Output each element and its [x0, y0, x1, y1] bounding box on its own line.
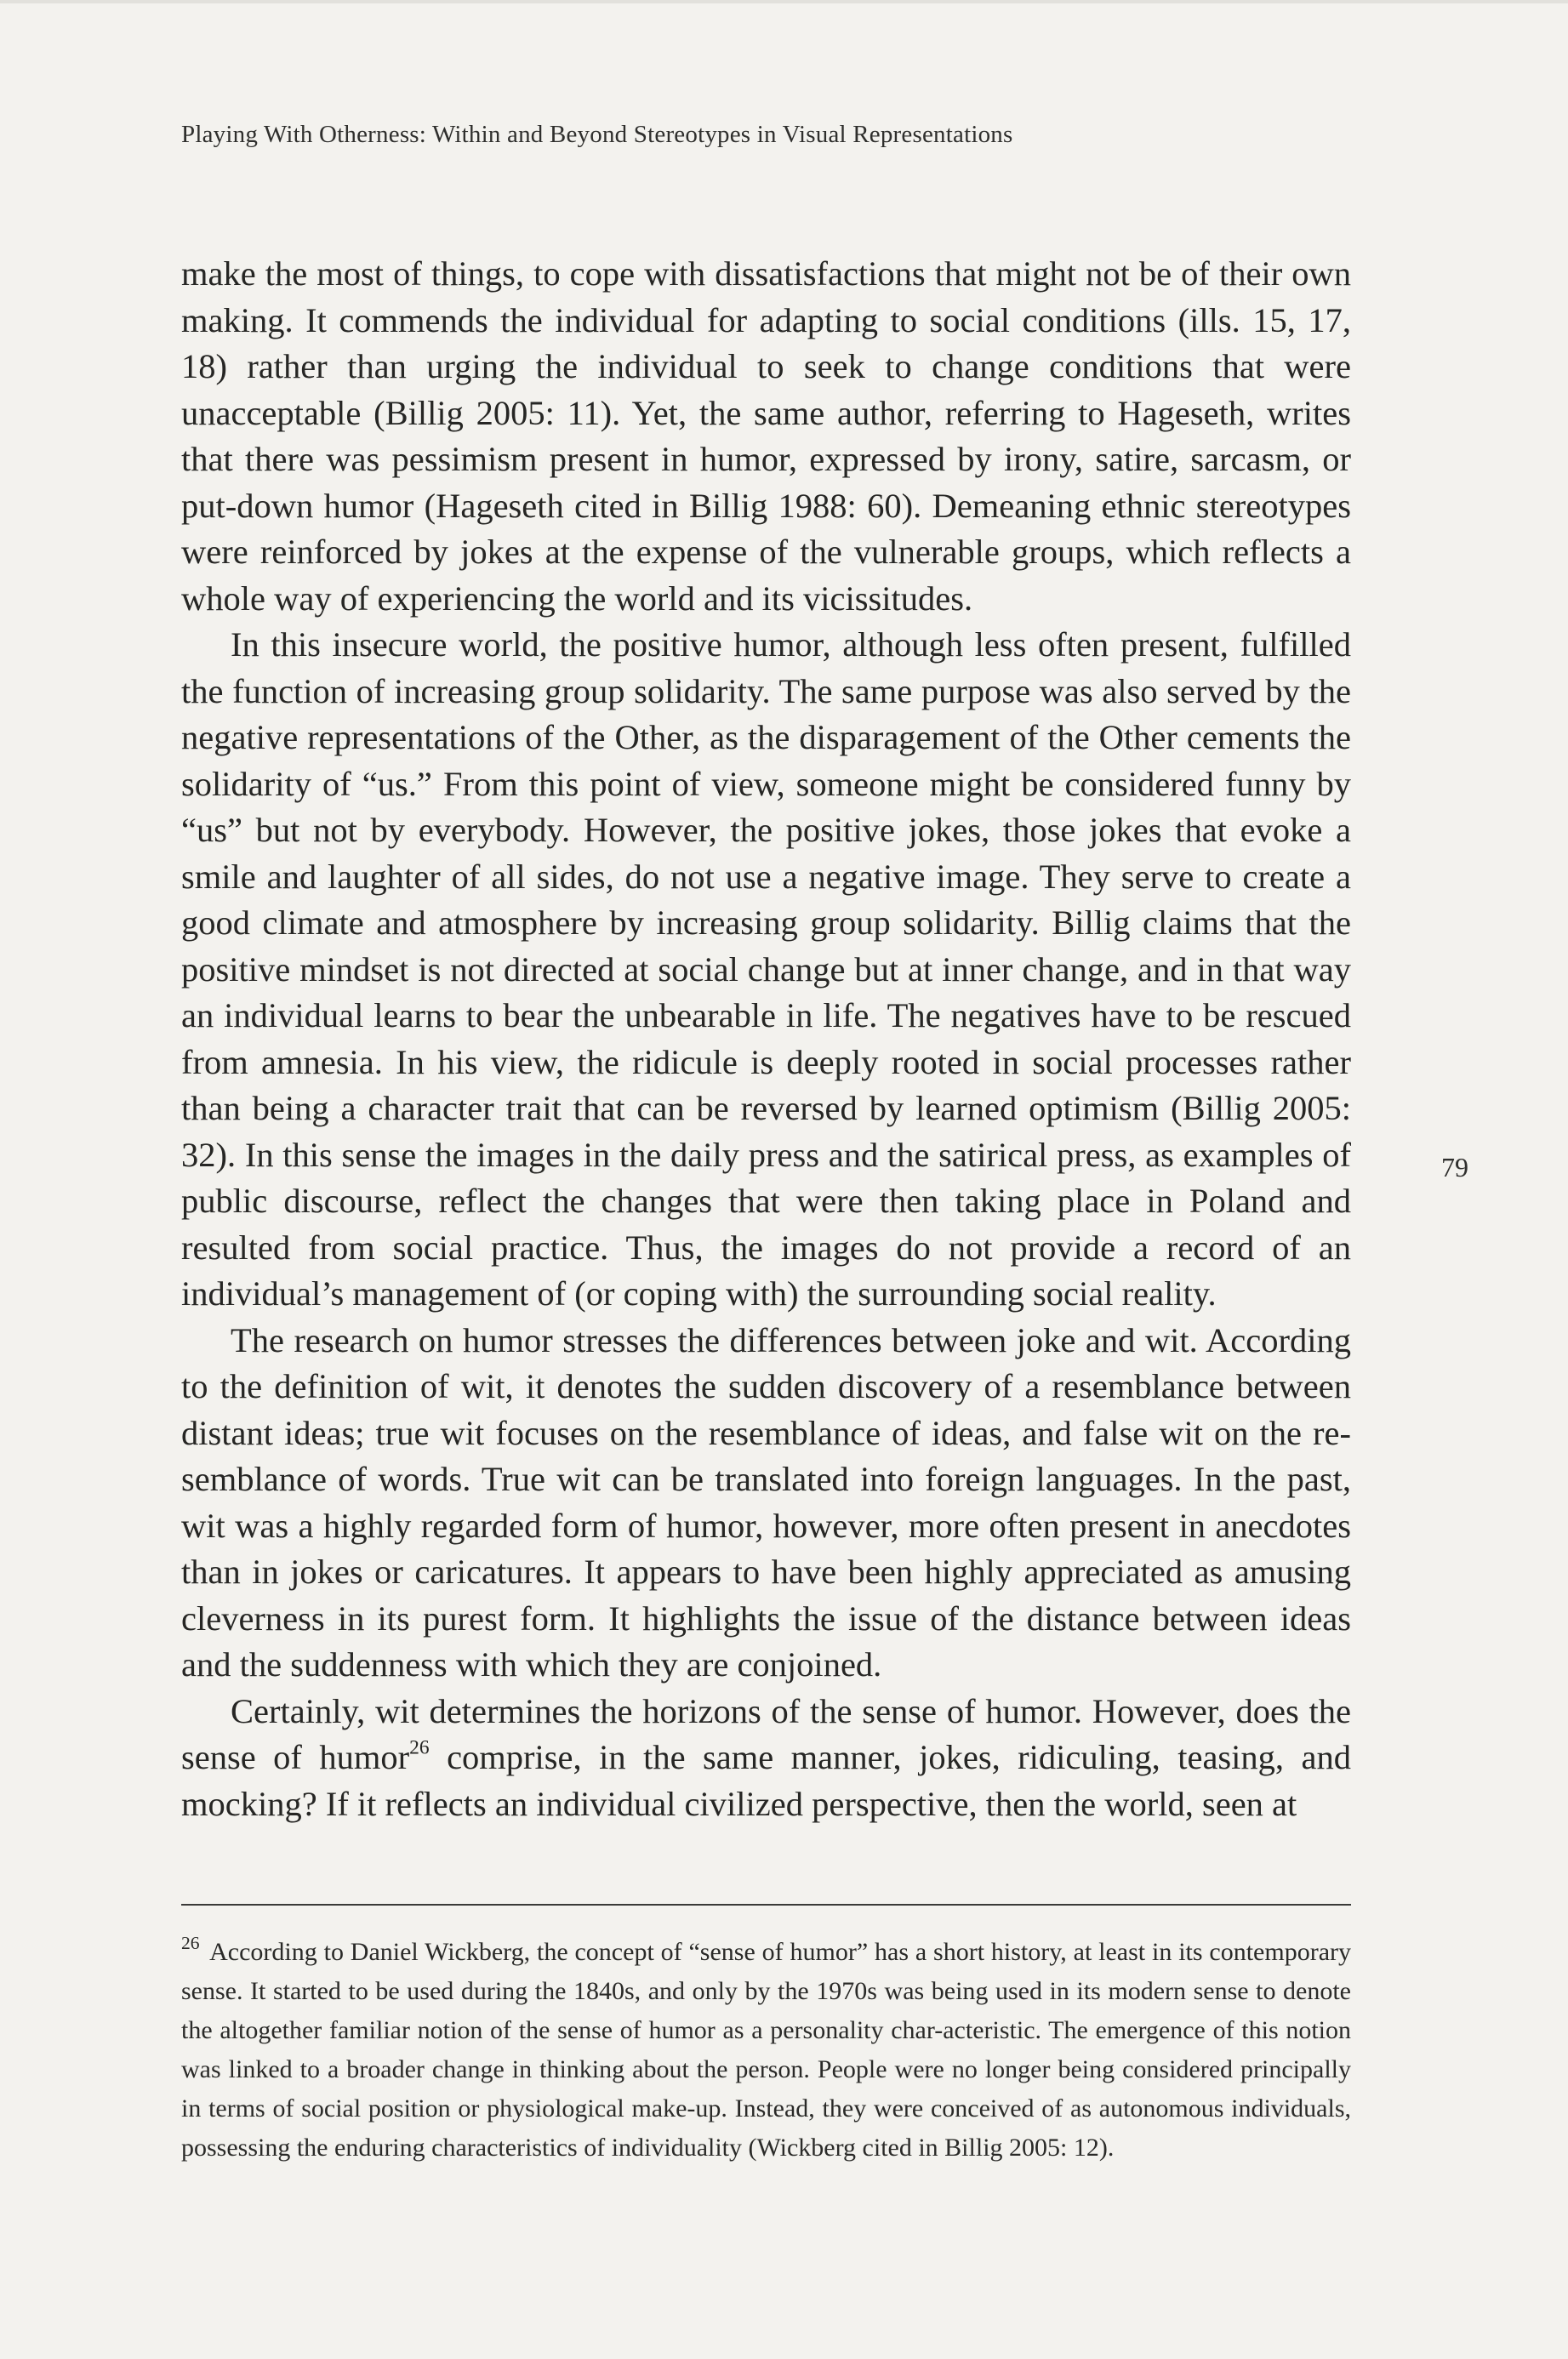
paragraph-1: make the most of things, to cope with dissatisfactions that might not be of their own making. It commends the individual for adapting to social conditions (ills. 15, 17, 18) rather than urging the individual to seek to change conditions that were unacceptable (Billig 2005: 11). Yet, the same author, referring to Hageseth, writes that there was pessimism present in humor, expressed by irony, satire, sarcasm, or put-down humor (Hageseth cited in Billig 1988: 60). Demeaning ethnic stereotypes were reinforced by jokes at the expense of the vulnerable groups, which reflects a whole way of experiencing the world and its vicissitudes. [181, 254, 1351, 618]
paragraph-3: The research on humor stresses the differences between joke and wit. According to the definition of wit, it denotes the sudden discovery of a resemblance between distant ideas; true wit focuses on the resemblance of ideas, and false wit on the re-semblance of words. True wit can be translated into foreign languages. In the past, wit was a highly regarded form of humor, however, more often present in anecdotes than in jokes or caricatures. It appears to have been highly appreciated as amusing cleverness in its purest form. It highlights the issue of the distance between ideas and the suddenness with which they are conjoined. [181, 1320, 1351, 1684]
footnote-reference[interactable]: 26 [409, 1736, 430, 1759]
footnote-number: 26 [181, 1933, 200, 1954]
page-top-edge [0, 0, 1568, 3]
footnote-divider [181, 1904, 1351, 1906]
paragraph-4-text-before-note: Certainly, wit determines the horizons of the sense of humor. However, does the sense of humor [181, 1691, 1351, 1776]
page-number: 79 [1441, 1152, 1468, 1182]
body-text [181, 251, 1351, 1827]
paragraph-4 [181, 1689, 1351, 1828]
paragraph-4-text-after-note: comprise, in the same manner, jokes, ridiculing, teasing, and mocking? If it reflects an individual civilized perspective, then the world, seen at [181, 1738, 1351, 1823]
running-header: Playing With Otherness: Within and Beyond Stereotypes in Visual Representations [181, 121, 1013, 148]
paragraph-2: In this insecure world, the positive humor, although less often present, fulfilled the function of increasing group solidarity. The same purpose was also served by the negative representations of the Other, as the disparagement of the Other cements the solidarity of “us.” From this point of view, someone might be considered funny by “us” but not by everybody. However, the positive jokes, those jokes that evoke a smile and laughter of all sides, do not use a negative image. They serve to create a good climate and atmosphere by increasing group solidarity. Billig claims that the positive mindset is not directed at social change but at inner change, and in that way an individual learns to bear the unbearable in life. The negatives have to be rescued from amnesia. In his view, the ridicule is deeply rooted in social processes rather than being a character trait that can be reversed by learned optimism (Billig 2005: 32). In this sense the images in the daily press and the satirical press, as examples of public discourse, reflect the changes that were then taking place in Poland and resulted from social practice. Thus, the images do not provide a record of an individual’s management of (or coping with) the surrounding social reality. [181, 625, 1351, 1313]
footnote-text: According to Daniel Wickberg, the concept of “sense of humor” has a short history, at least in its contemporary sense. It started to be used during the 1840s, and only by the 1970s was being used in its modern sense to denote the altogether familiar notion of the sense of humor as a personality char-acteristic. The emergence of this notion was linked to a broader change in thinking about the person. People were no longer being considered principally in terms of social position or physiological make-up. Instead, they were conceived of as autonomous individuals, possessing the enduring characteristics of individuality (Wickberg cited in Billig 2005: 12). [181, 1938, 1352, 2162]
footnote [181, 1933, 1351, 2168]
